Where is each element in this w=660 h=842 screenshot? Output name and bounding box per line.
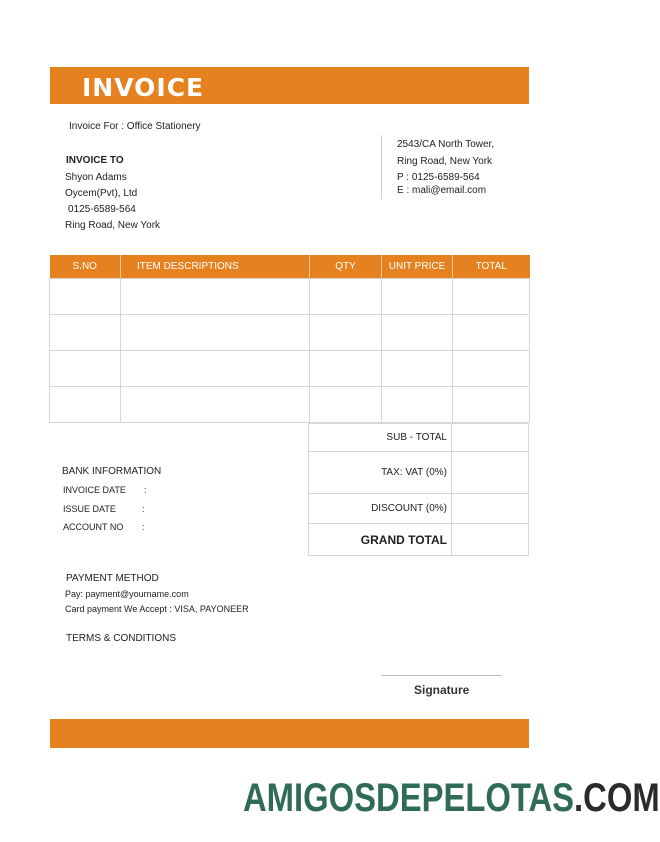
signature-line bbox=[381, 675, 502, 676]
invoice-to-heading: INVOICE TO bbox=[66, 155, 124, 166]
items-table bbox=[49, 255, 530, 423]
col-total: TOTAL bbox=[453, 255, 530, 279]
signature-label: Signature bbox=[414, 683, 470, 697]
invoice-for: Invoice For : Office Stationery bbox=[69, 121, 201, 132]
terms-heading: TERMS & CONDITIONS bbox=[66, 633, 177, 644]
grand-total-value[interactable] bbox=[452, 524, 529, 556]
table-cell[interactable] bbox=[50, 279, 121, 315]
tax-row bbox=[309, 452, 529, 494]
table-cell[interactable] bbox=[453, 387, 530, 423]
invoice-date-label: INVOICE DATE bbox=[63, 485, 126, 495]
discount-label: DISCOUNT (0%) bbox=[309, 494, 452, 524]
watermark-logo bbox=[243, 776, 660, 821]
client-address: Ring Road, New York bbox=[65, 220, 161, 231]
table-cell[interactable] bbox=[382, 351, 453, 387]
table-cell[interactable] bbox=[121, 351, 310, 387]
table-cell[interactable] bbox=[382, 279, 453, 315]
invoice-title: INVOICE bbox=[82, 73, 205, 102]
subtotal-row bbox=[309, 424, 529, 452]
sender-email: E : mali@email.com bbox=[397, 185, 487, 196]
client-company: Oycem(Pvt), Ltd bbox=[65, 188, 138, 199]
table-cell[interactable] bbox=[453, 279, 530, 315]
col-item-descriptions: ITEM DESCRIPTIONS bbox=[121, 255, 310, 279]
table-cell[interactable] bbox=[310, 351, 382, 387]
issue-date-label: ISSUE DATE bbox=[63, 504, 116, 514]
table-cell[interactable] bbox=[121, 279, 310, 315]
payment-cards: Card payment We Accept : VISA, PAYONEER bbox=[65, 604, 249, 614]
payment-heading: PAYMENT METHOD bbox=[66, 573, 159, 584]
discount-value[interactable] bbox=[452, 494, 529, 524]
table-cell[interactable] bbox=[453, 315, 530, 351]
table-cell[interactable] bbox=[310, 279, 382, 315]
table-row bbox=[50, 315, 530, 351]
sender-phone: P : 0125-6589-564 bbox=[397, 172, 480, 183]
col-unit-price: UNIT PRICE bbox=[382, 255, 453, 279]
subtotal-value[interactable] bbox=[452, 424, 529, 452]
issue-date-colon: : bbox=[142, 504, 145, 514]
table-cell[interactable] bbox=[382, 387, 453, 423]
account-no-colon: : bbox=[142, 522, 145, 532]
table-cell[interactable] bbox=[50, 315, 121, 351]
table-cell[interactable] bbox=[121, 315, 310, 351]
table-cell[interactable] bbox=[453, 351, 530, 387]
client-phone: 0125-6589-564 bbox=[68, 204, 136, 215]
sender-line2: Ring Road, New York bbox=[397, 156, 493, 167]
sender-divider bbox=[381, 135, 382, 199]
table-row bbox=[50, 351, 530, 387]
grand-total-row bbox=[309, 524, 529, 556]
tax-label: TAX: VAT (0%) bbox=[309, 452, 452, 494]
table-cell[interactable] bbox=[310, 315, 382, 351]
table-cell[interactable] bbox=[50, 351, 121, 387]
table-cell[interactable] bbox=[121, 387, 310, 423]
table-row bbox=[50, 279, 530, 315]
discount-row bbox=[309, 494, 529, 524]
sender-line1: 2543/CA North Tower, bbox=[397, 139, 495, 150]
table-cell[interactable] bbox=[50, 387, 121, 423]
tax-value[interactable] bbox=[452, 452, 529, 494]
grand-total-label: GRAND TOTAL bbox=[309, 524, 452, 556]
bank-heading: BANK INFORMATION bbox=[62, 466, 162, 477]
table-cell[interactable] bbox=[310, 387, 382, 423]
table-header-row bbox=[50, 255, 530, 279]
table-cell[interactable] bbox=[382, 315, 453, 351]
subtotal-label: SUB - TOTAL bbox=[309, 424, 452, 452]
account-no-label: ACCOUNT NO bbox=[63, 522, 124, 532]
invoice-date-colon: : bbox=[144, 485, 147, 495]
col-sno: S.NO bbox=[50, 255, 121, 279]
watermark-main: AMIGOSDEPELOTAS bbox=[243, 776, 575, 820]
table-row bbox=[50, 387, 530, 423]
watermark-tld: .COM bbox=[574, 776, 660, 820]
client-name: Shyon Adams bbox=[65, 172, 127, 183]
footer-bar bbox=[50, 719, 529, 748]
header-bar bbox=[50, 67, 529, 104]
payment-email: Pay: payment@yourname.com bbox=[65, 589, 189, 599]
col-qty: QTY bbox=[310, 255, 382, 279]
totals-table bbox=[308, 423, 529, 556]
